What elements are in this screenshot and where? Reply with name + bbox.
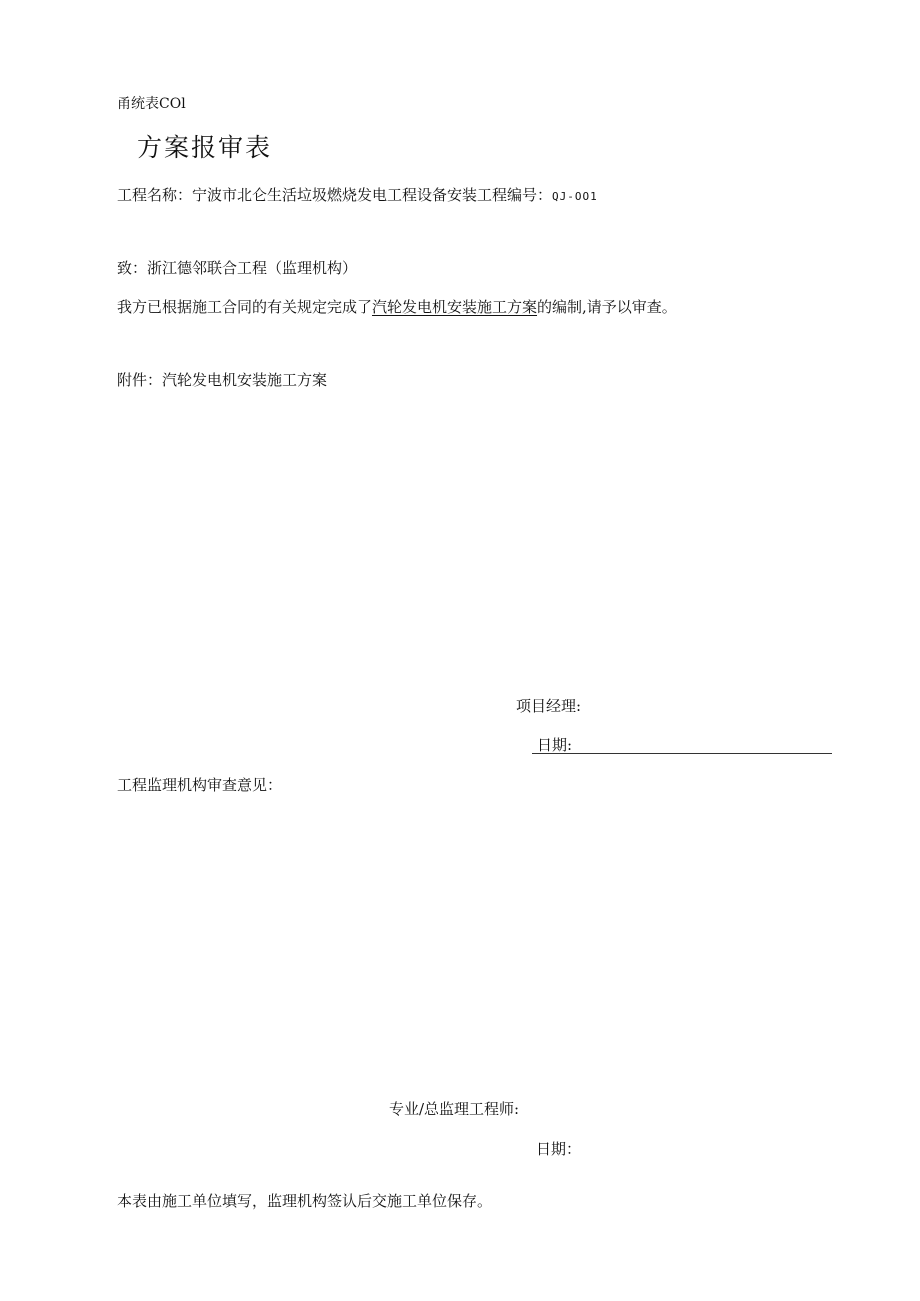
statement-plan-name: 汽轮发电机安装施工方案 (372, 298, 538, 316)
review-opinion-label: 工程监理机构审查意见： (117, 776, 283, 794)
statement-prefix: 我方已根据施工合同的有关规定完成了 (117, 298, 373, 316)
project-number-label: 编号： (507, 186, 553, 204)
contractor-date-line (532, 753, 832, 754)
project-manager-label: 项目经理: (516, 697, 582, 715)
page-title: 方案报审表 (137, 133, 273, 162)
attachment: 附件：汽轮发电机安装施工方案 (117, 371, 328, 389)
project-number-value: QJ-OO1 (552, 190, 598, 203)
project-line (117, 184, 598, 208)
supervising-engineer-label: 专业/总监理工程师: (389, 1100, 520, 1118)
footnote: 本表由施工单位填写，监理机构签认后交施工单位保存。 (117, 1192, 493, 1210)
form-code: 甬统表COl (117, 96, 186, 112)
statement-suffix: 的编制,请予以审查。 (537, 298, 677, 316)
addressee: 致：浙江德邻联合工程（监理机构） (117, 259, 358, 277)
contractor-date-label: 日期: (537, 736, 573, 754)
supervisor-date-label: 日期： (536, 1140, 582, 1158)
statement (117, 296, 677, 318)
project-name-label: 工程名称： (117, 186, 193, 204)
project-name-value: 宁波市北仑生活垃圾燃烧发电工程设备安装工程 (192, 186, 508, 204)
